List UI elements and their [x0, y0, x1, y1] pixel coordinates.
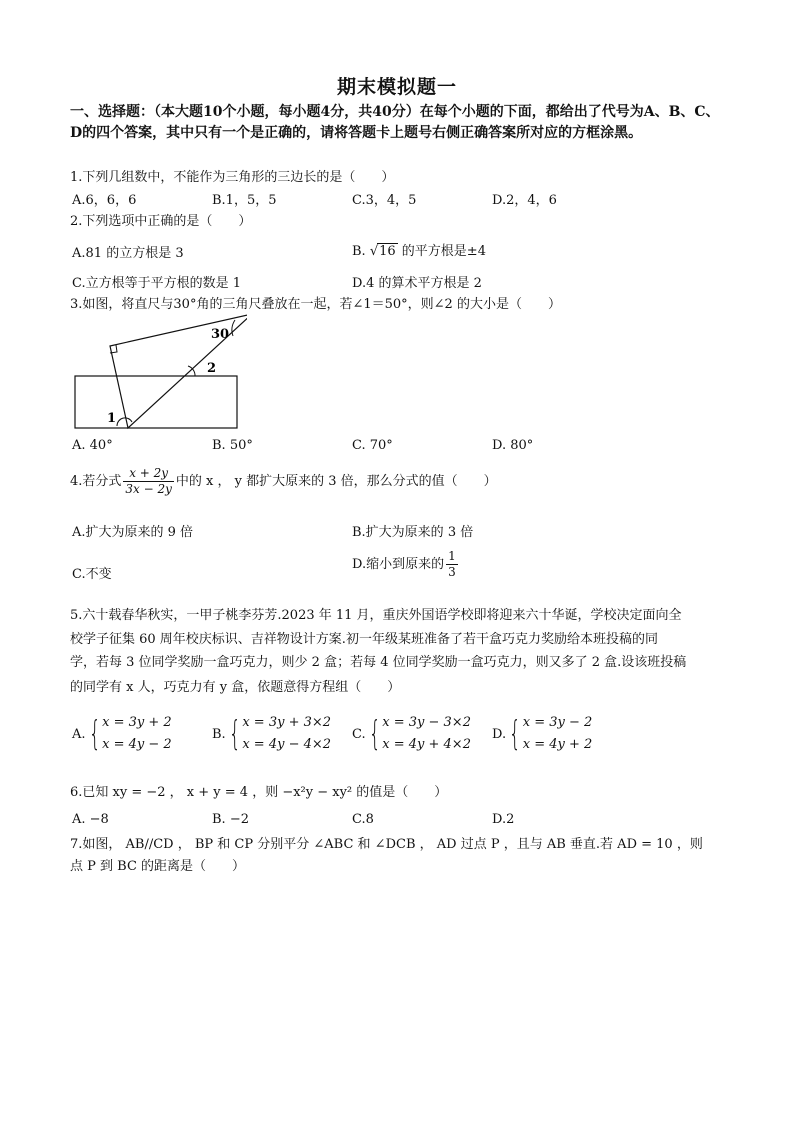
q6-option-b: B. −2: [212, 812, 249, 827]
q7-line-2: 点 P 到 BC 的距离是（ ）: [70, 859, 246, 874]
q5-option-b-eq2: x = 4y − 4×2: [242, 737, 332, 752]
section1-heading: 一、选择题：（本大题10个小题，每小题4分，共40分）在每个小题的下面，都给出了代号为A、B、C、D的四个答案，其中只有一个是正确的，请将答题卡上题号右侧正确答案所对应的方框涂黑。: [70, 104, 720, 141]
q3-option-a: A. 40°: [72, 438, 113, 453]
q1-option-d: D.2，4，6: [492, 193, 557, 208]
angle2-label: 2: [207, 361, 217, 376]
q2-option-b-suffix: 的平方根是±4: [397, 244, 486, 259]
q4-option-d: [352, 549, 460, 580]
angle1-label: 1: [107, 411, 117, 426]
q4-option-b: B.扩大为原来的 3 倍: [352, 525, 474, 540]
angle30-arc: [232, 320, 235, 336]
q6-option-a: A. −8: [72, 812, 109, 827]
q4-option-a: A.扩大为原来的 9 倍: [72, 525, 194, 540]
angle1-arc: [117, 418, 132, 426]
q2-stem: 2.下列选项中正确的是（ ）: [70, 214, 252, 229]
q5-option-a-eq2: x = 4y − 2: [102, 737, 172, 752]
q5-option-c-eq1: x = 3y − 3×2: [382, 715, 471, 730]
q2-option-c: C.立方根等于平方根的数是 1: [72, 276, 242, 291]
q5-option-c-label: C.: [352, 726, 366, 742]
q5-option-d-label: D.: [492, 726, 507, 742]
q3-stem: 3.如图，将直尺与30°角的三角尺叠放在一起，若∠1＝50°，则∠2 的大小是（ ）: [70, 297, 561, 312]
q5-option-a-label: A.: [72, 726, 86, 742]
q3-option-b: B. 50°: [212, 438, 253, 453]
brace-icon: {: [228, 714, 241, 754]
q5-line-2: 校学子征集 60 周年校庆标识、吉祥物设计方案.初一年级某班准备了若干盒巧克力奖励给本班投稿的同: [70, 632, 658, 647]
q5-line-1: 5.六十载春华秋实，一甲子桃李芬芳.2023 年 11 月，重庆外国语学校即将迎来六十华诞，学校决定面向全: [70, 608, 682, 623]
q4-option-d-numerator: 1: [448, 549, 456, 563]
q5-line-3: 学，若每 3 位同学奖励一盒巧克力，则少 2 盒；若每 4 位同学奖励一盒巧克力，则又多了 2 盒.设该班投稿: [70, 655, 687, 670]
sqrt-sign: √: [369, 244, 379, 259]
q5-option-c: [352, 712, 471, 756]
q7-line-1: 7.如图， AB//CD ， BP 和 CP 分别平分 ∠ABC 和 ∠DCB ， AD 过点 P ，且与 AB 垂直.若 AD = 10 ，则: [70, 837, 703, 852]
q4-fraction-denominator: 3x − 2y: [125, 482, 172, 496]
q5-option-c-eq2: x = 4y + 4×2: [382, 737, 471, 752]
q4-option-d-fraction: [446, 549, 458, 580]
q6-option-d: D.2: [492, 812, 515, 827]
q5-line-4: 的同学有 x 人，巧克力有 y 盒，依题意得方程组（ ）: [70, 680, 401, 695]
q5-option-b-label: B.: [212, 726, 226, 742]
q5-option-b-eq1: x = 3y + 3×2: [242, 715, 332, 730]
q4-fraction: [123, 466, 174, 497]
q3-option-c: C. 70°: [352, 438, 393, 453]
q3-option-d: D. 80°: [492, 438, 534, 453]
q4-option-d-prefix: D.缩小到原来的: [352, 557, 445, 572]
q1-stem: 1.下列几组数中，不能作为三角形的三边长的是（ ）: [70, 170, 395, 185]
q4-option-d-denominator: 3: [448, 565, 456, 579]
brace-icon: {: [368, 714, 381, 754]
q5-option-a: [72, 712, 172, 756]
q5-option-b: [212, 712, 331, 756]
q2-option-b: [352, 240, 486, 259]
q2-option-d: D.4 的算术平方根是 2: [352, 276, 482, 291]
brace-icon: {: [508, 714, 521, 754]
page-title: 期末模拟题一: [336, 76, 457, 98]
q4-option-c: C.不变: [72, 567, 112, 582]
q2-option-b-radicand: 16: [379, 244, 396, 259]
q1-option-b: B.1，5，5: [212, 193, 277, 208]
q2-option-a: A.81 的立方根是 3: [72, 246, 184, 261]
q1-option-a: A.6，6，6: [72, 193, 137, 208]
q2-option-b-prefix: B.: [352, 244, 370, 259]
q1-option-c: C.3，4，5: [352, 193, 417, 208]
q6-option-c: C.8: [352, 812, 374, 827]
q5-option-d: [492, 712, 592, 756]
q4-fraction-numerator: x + 2y: [123, 466, 174, 482]
q4-stem-suffix: 中的 x ， y 都扩大原来的 3 倍，那么分式的值（ ）: [175, 474, 497, 489]
q5-option-d-eq2: x = 4y + 2: [522, 737, 593, 752]
q4-stem-prefix: 4.若分式: [70, 474, 122, 489]
q4-stem: [70, 466, 497, 497]
q6-stem: 6.已知 xy = −2 ， x + y = 4 ，则 −x²y − xy² 的值是（ ）: [70, 785, 448, 800]
angle30-label: 30: [211, 327, 230, 342]
ruler-triangle-figure: [72, 310, 247, 432]
q5-option-d-eq1: x = 3y − 2: [522, 715, 593, 730]
brace-icon: {: [88, 714, 101, 754]
q5-option-a-eq1: x = 3y + 2: [102, 715, 172, 730]
